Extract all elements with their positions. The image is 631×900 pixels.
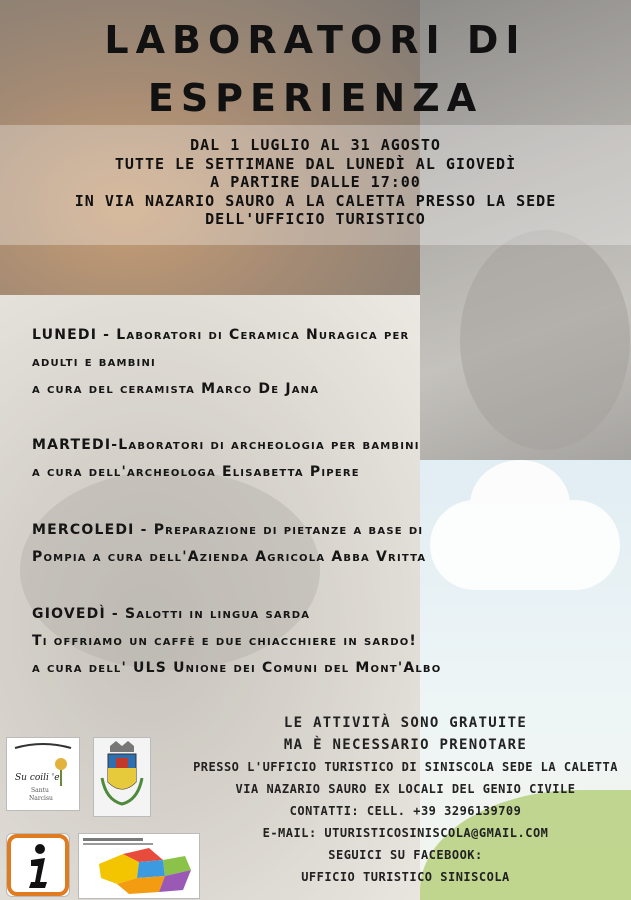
thursday-host: a cura dell' ULS Unione dei Comuni del Mont'Albo bbox=[32, 660, 442, 676]
info-days: TUTTE LE SETTIMANE DAL LUNEDÌ AL GIOVEDÌ bbox=[114, 154, 517, 173]
association-logo bbox=[6, 737, 80, 811]
monday-audience: adulti e bambini bbox=[32, 354, 156, 370]
monday-host: a cura del ceramista Marco De Jana bbox=[32, 381, 320, 397]
schedule-monday bbox=[32, 322, 409, 403]
svg-text:Santu: Santu bbox=[31, 787, 49, 794]
monday-title: LUNEDI - Laboratori di Ceramica Nuragica per bbox=[32, 327, 410, 343]
booking-info bbox=[180, 712, 631, 888]
wednesday-title: MERCOLEDI - Preparazione di pietanze a base di bbox=[32, 522, 424, 538]
free-activities-text: LE ATTIVITÀ SONO GRATUITE bbox=[283, 715, 528, 731]
email-contact[interactable]: E-MAIL: UTURISTICOSINISCOLA@GMAIL.COM bbox=[262, 826, 549, 840]
booking-required-text: MA È NECESSARIO PRENOTARE bbox=[283, 737, 528, 753]
info-dates: DAL 1 LUGLIO AL 31 AGOSTO bbox=[190, 136, 441, 154]
facebook-page[interactable]: UFFICIO TURISTICO SINISCOLA bbox=[301, 870, 510, 884]
thursday-title: GIOVEDÌ - Salotti in lingua sarda bbox=[32, 606, 311, 622]
event-info bbox=[0, 136, 631, 229]
tuesday-host: a cura dell'archeologa Elisabetta Pipere bbox=[32, 464, 360, 480]
regional-map-logo bbox=[78, 833, 200, 899]
info-time: A PARTIRE DALLE 17:00 bbox=[210, 173, 421, 191]
schedule-wednesday bbox=[32, 517, 426, 571]
office-address-2: VIA NAZARIO SAURO EX LOCALI DEL GENIO CIVILE bbox=[235, 782, 576, 796]
wednesday-host: Pompia a cura dell'Azienda Agricola Abba Vritta bbox=[32, 549, 427, 565]
title-line-1: LABORATORI DI bbox=[104, 18, 527, 62]
tuesday-title: MARTEDI-Laboratori di archeologia per bambini bbox=[32, 437, 420, 453]
thursday-description: Ti offriamo un caffè e due chiacchiere in sardo! bbox=[32, 633, 417, 649]
office-address-1: PRESSO L'UFFICIO TURISTICO DI SINISCOLA SEDE LA CALETTA bbox=[193, 760, 618, 774]
municipal-coat-of-arms-icon bbox=[93, 737, 151, 817]
tourist-info-icon bbox=[6, 833, 70, 897]
svg-text:Narcisu: Narcisu bbox=[29, 795, 53, 802]
schedule-tuesday bbox=[32, 432, 420, 486]
info-location: IN VIA NAZARIO SAURO A LA CALETTA PRESSO LA SEDE bbox=[74, 191, 557, 210]
logo-lettering: Su coili 'e bbox=[15, 773, 60, 783]
info-location-2: DELL'UFFICIO TURISTICO bbox=[205, 210, 426, 228]
phone-contact[interactable]: CONTATTI: CELL. +39 3296139709 bbox=[289, 804, 522, 818]
schedule-thursday bbox=[32, 601, 441, 682]
facebook-label: SEGUICI SU FACEBOOK: bbox=[328, 848, 483, 862]
title-line-2: ESPERIENZA bbox=[147, 76, 484, 120]
